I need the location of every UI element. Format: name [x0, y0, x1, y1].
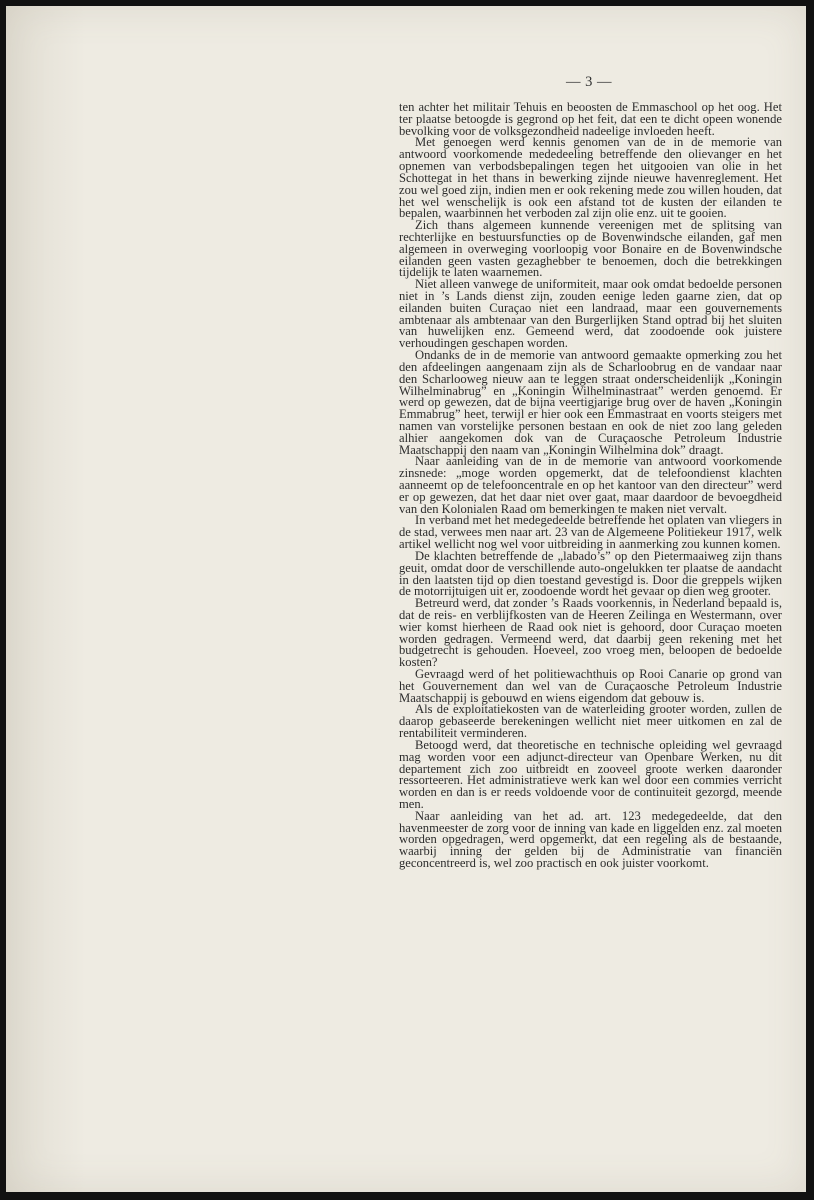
paragraph: De klachten betreffende de „labado’s” op den Pietermaaiweg zijn thans geuit, omdat door de verschillende auto-ongelukken ter plaatse de aandacht in den laatsten tijd op dien toestand gevestigd is. Door die greppels wijken de motorrijtuigen uit er, zoodoende wordt het gevaar op dien weg grooter. — [399, 548, 782, 599]
paragraph: Betoogd werd, dat theoretische en technische opleiding wel gevraagd mag worden voor een adjunct-directeur van Openbare Werken, nu dit departement zich zoo uitbreidt en zooveel groote werken daaronder ressorteeren. Het administratieve werk kan wel door een commies verricht worden en dan is er reeds voldoende voor de continuiteit gezorgd, meende men. — [399, 737, 782, 811]
paragraph: Niet alleen vanwege de uniformiteit, maar ook omdat bedoelde personen niet in ’s Lands dienst zijn, zouden eenige leden gaarne zien, dat op eilanden buiten Curaçao niet een landraad, maar een gouvernements ambtenaar als ambtenaar van den Burgerlijken Stand optrad bij het sluiten van huwelijken enz. Gemeend werd, dat zoodoende ook juistere verhoudingen geschapen worden. — [399, 277, 782, 351]
body-text-column — [399, 102, 782, 870]
paragraph: Naar aanleiding van het ad. art. 123 medegedeelde, dat den havenmeester de zorg voor de inning van kade en liggelden enz. zal moeten worden opgedragen, werd opgemerkt, dat een regeling als de bestaande, waarbij inning der gelden bij de Administratie van financiën geconcentreerd is, wel zoo practisch en ook juister voorkomt. — [399, 808, 782, 870]
paragraph: Met genoegen werd kennis genomen van de in de memorie van antwoord voorkomende mededeeling betreffende den olievanger en het opnemen van verbodsbepalingen tegen het uitgooien van olie in het Schottegat in het thans in bewerking zijnde nieuwe havenreglement. Het zou wel goed zijn, indien men er ook rekening mede zou willen houden, dat het wel wenschelijk is ook een afstand tot de kusten der eilanden te bepalen, waarbinnen het verboden zal zijn olie enz. uit te gooien. — [399, 135, 782, 221]
page-number: — 3 — — [566, 74, 612, 90]
bleed-through-margin — [6, 6, 86, 1192]
paragraph: Zich thans algemeen kunnende vereenigen met de splitsing van rechterlijke en bestuursfuncties op de Bovenwindsche eilanden, gaf men algemeen in overweging voorloopig voor Bonaire en de Bovenwindsche eilanden geen vasten gezaghebber te benoemen, doch die betrekkingen tijdelijk te laten waarnemen. — [399, 218, 782, 280]
document-page — [6, 6, 806, 1192]
paragraph: ten achter het militair Tehuis en beoosten de Emmaschool op het oog. Het ter plaatse betoogde is gegrond op het feit, dat een te dicht opeen wonende bevolking voor de volksgezondheid nadeelige invloeden heeft. — [399, 100, 782, 138]
paragraph: Gevraagd werd of het politiewachthuis op Rooi Canarie op grond van het Gouvernement dan wel van de Curaçaosche Petroleum Industrie Maatschappij is gebouwd en wiens eigendom dat gebouw is. — [399, 667, 782, 705]
paragraph: Betreurd werd, dat zonder ’s Raads voorkennis, in Nederland bepaald is, dat de reis- en verblijfkosten van de Heeren Zeilinga en Westermann, over wier komst hierheen de Raad ook niet is gehoord, door Curaçao moeten worden gedragen. Vermeend werd, dat daarbij geen rekening met het budgetrecht is gehouden. Hoeveel, zoo vroeg men, beloopen de bedoelde kosten? — [399, 596, 782, 670]
paragraph: In verband met het medegedeelde betreffende het oplaten van vliegers in de stad, verwees men naar art. 23 van de Algemeene Politiekeur 1917, welk artikel wellicht nog wel voor uitbreiding in aanmerking zou kunnen komen. — [399, 513, 782, 552]
paragraph: Als de exploitatiekosten van de waterleiding grooter worden, zullen de daarop gebaseerde berekeningen wellicht niet meer uitkomen en zal de rentabiliteit verminderen. — [399, 702, 782, 741]
paragraph: Ondanks de in de memorie van antwoord gemaakte opmerking zou het den afdeelingen aangenaam zijn als de Scharloobrug en de vandaar naar den Scharlooweg nieuw aan te leggen straat onderscheidenlijk „Koningin Wilhelminabrug” en „Koningin Wilhelminastraat” werden genoemd. Er werd op gewezen, dat de bijna veertigjarige brug over de haven „Koningin Emmabrug” heet, terwijl er hier ook een Emmastraat en voorts steigers met namen van vorstelijke personen bestaan en ook de niet zoo lang geleden alhier aangekomen dok van de Curaçaosche Petroleum Industrie Maatschappij den naam van „Koningin Wilhelmina dok” draagt. — [399, 348, 782, 457]
paragraph: Naar aanleiding van de in de memorie van antwoord voorkomende zinsnede: „moge worden opgemerkt, dat de telefoondienst klachten aanneemt op de telefooncentrale en op het kantoor van den directeur” werd er op gewezen, dat het daar niet over gaat, maar daardoor de bevoegdheid van den Kolonialen Raad om bemerkingen te maken niet vervalt. — [399, 454, 782, 516]
